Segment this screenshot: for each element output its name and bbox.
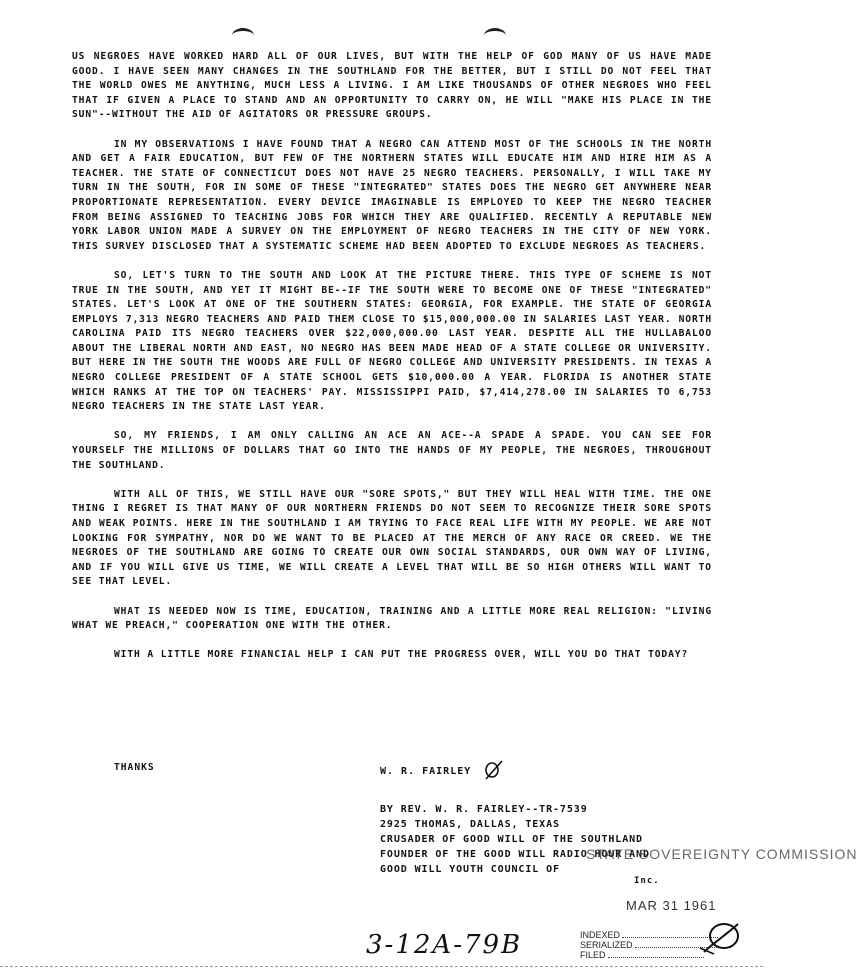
indexed-label: INDEXED bbox=[580, 930, 621, 940]
signature-flourish-icon bbox=[482, 758, 506, 782]
handwritten-file-number: 3-12A-79B bbox=[366, 930, 523, 960]
address-line: FOUNDER OF THE GOOD WILL RADIO HOUR AND bbox=[380, 849, 650, 860]
address-line: GOOD WILL YOUTH COUNCIL OF bbox=[380, 864, 560, 875]
hole-punch-mark-right bbox=[484, 28, 506, 43]
commission-stamp: STATE SOVEREIGNTY COMMISSION bbox=[586, 846, 857, 862]
handwritten-initials-icon bbox=[698, 918, 744, 958]
address-line: CRUSADER OF GOOD WILL OF THE SOUTHLAND bbox=[380, 834, 643, 845]
paragraph-5: WITH ALL OF THIS, WE STILL HAVE OUR "SORE SPOTS," BUT THEY WILL HEAL WITH TIME. THE ONE THING I REGRET IS THAT MANY OF OUR NORTHERN FRIENDS DO NOT SEEM TO RECOGNIZE THEIR SORE SPOTS AND WEAK POINTS. HERE IN THE SOUTHLAND I AM TRYING TO FACE REAL LIFE WITH MY PEOPLE. WE ARE NOT LOOKING FOR SYMPATHY, NOR DO WE WANT TO BE PLACED AT THE MERCH OF ANY RACE OR CREED. WE THE NEGROES OF THE SOUTHLAND ARE GOING TO CREATE OUR OWN SOCIAL STANDARDS, OUR OWN WAY OF LIVING, AND IF YOU WILL GIVE US TIME, WE WILL CREATE A LEVEL THAT WILL BE SO HIGH OTHERS WILL WANT TO SEE THAT LEVEL. bbox=[72, 488, 712, 588]
address-line: 2925 THOMAS, DALLAS, TEXAS bbox=[380, 819, 560, 830]
paragraph-7: WITH A LITTLE MORE FINANCIAL HELP I CAN PUT THE PROGRESS OVER, WILL YOU DO THAT TODAY? bbox=[114, 649, 689, 661]
paragraph-6: WHAT IS NEEDED NOW IS TIME, EDUCATION, TRAINING AND A LITTLE MORE REAL RELIGION: "LIVING WHAT WE PREACH," COOPERATION ONE WITH THE OTHER. bbox=[72, 605, 712, 632]
signature-line: W. R. FAIRLEY bbox=[380, 766, 472, 777]
hole-punch-mark-left bbox=[232, 28, 254, 43]
paragraph-1: US NEGROES HAVE WORKED HARD ALL OF OUR LIVES, BUT WITH THE HELP OF GOD MANY OF US HAVE MADE GOOD. I HAVE SEEN MANY CHANGES IN THE SOUTHLAND FOR THE BETTER, BUT I STILL DO NOT FEEL THAT THE WORLD OWES ME ANYTHING, MUCH LESS A LIVING. I AM LIKE THOUSANDS OF OTHER NEGROES WHO FEEL THAT IF GIVEN A PLACE TO STAND AND AN OPPORTUNITY TO CARRY ON, HE WILL "MAKE HIS PLACE IN THE SUN"--WITHOUT THE AID OF AGITATORS OR PRESSURE GROUPS. bbox=[72, 51, 712, 121]
paragraph-2: IN MY OBSERVATIONS I HAVE FOUND THAT A NEGRO CAN ATTEND MOST OF THE SCHOOLS IN THE NORTH AND GET A FAIR EDUCATION, BUT FEW OF THE NORTHERN STATES WILL EDUCATE HIM AND HIRE HIM AS A TEACHER. THE STATE OF CONNECTICUT DOES NOT HAVE 25 NEGRO TEACHERS. PERSONALLY, I WILL TAKE MY TURN IN THE SOUTH, FOR IN SOME OF THESE "INTEGRATED" STATES DOES THE NEGRO GET ANYWHERE NEAR PROPORTIONATE REPRESENTATION. EVERY DEVICE IMAGINABLE IS EMPLOYED TO KEEP THE NEGRO TEACHER FROM BEING ASSIGNED TO TEACHING JOBS FOR WHICH THEY ARE QUALIFIED. RECENTLY A REPUTABLE NEW YORK LABOR UNION MADE A SURVEY ON THE EMPLOYMENT OF NEGRO TEACHERS IN THE CITY OF NEW YORK. THIS SURVEY DISCLOSED THAT A SYSTEMATIC SCHEME HAD BEEN ADOPTED TO EXCLUDE NEGROES AS TEACHERS. bbox=[72, 138, 712, 252]
closing-thanks: THANKS bbox=[114, 762, 155, 773]
serialized-label: SERIALIZED bbox=[580, 940, 633, 950]
page-edge-divider bbox=[0, 966, 763, 967]
filed-label: FILED bbox=[580, 950, 606, 960]
sender-address-block bbox=[380, 802, 650, 877]
address-line: BY REV. W. R. FAIRLEY--TR-7539 bbox=[380, 804, 588, 815]
date-stamp: MAR 31 1961 bbox=[626, 898, 717, 913]
paragraph-3: SO, LET'S TURN TO THE SOUTH AND LOOK AT THE PICTURE THERE. THIS TYPE OF SCHEME IS NOT TRUE IN THE SOUTH, AND YET IT MIGHT BE--IF THE SOUTH WERE TO BECOME ONE OF THESE "INTEGRATED" STATES. LET'S LOOK AT ONE OF THE SOUTHERN STATES: GEORGIA, FOR EXAMPLE. THE STATE OF GEORGIA EMPLOYS 7,313 NEGRO TEACHERS AND PAID THEM CLOSE TO $15,000,000.00 IN SALARIES LAST YEAR. NORTH CAROLINA PAID ITS NEGRO TEACHERS OVER $22,000,000.00 LAST YEAR. DESPITE ALL THE HULLABALOO ABOUT THE LIBERAL NORTH AND EAST, NO NEGRO HAS BEEN MADE HEAD OF A STATE COLLEGE OR UNIVERSITY. BUT HERE IN THE SOUTH THE WOODS ARE FULL OF NEGRO COLLEGE AND UNIVERSITY PRESIDENTS. IN TEXAS A NEGRO COLLEGE PRESIDENT OF A STATE SCHOOL GETS $10,000.00 A YEAR. FLORIDA IS ANOTHER STATE WHICH RANKS AT THE TOP ON TEACHERS' PAY. MISSISSIPPI PAID, $7,414,278.00 IN SALARIES TO 6,753 NEGRO TEACHERS IN THE STATE LAST YEAR. bbox=[72, 269, 712, 413]
paragraph-4: SO, MY FRIENDS, I AM ONLY CALLING AN ACE AN ACE--A SPADE A SPADE. YOU CAN SEE FOR YOURSELF THE MILLIONS OF DOLLARS THAT GO INTO THE HANDS OF MY PEOPLE, THE NEGROES, THROUGHOUT THE SOUTHLAND. bbox=[72, 430, 712, 471]
letter-body bbox=[72, 50, 712, 678]
inc-label: Inc. bbox=[634, 876, 660, 886]
